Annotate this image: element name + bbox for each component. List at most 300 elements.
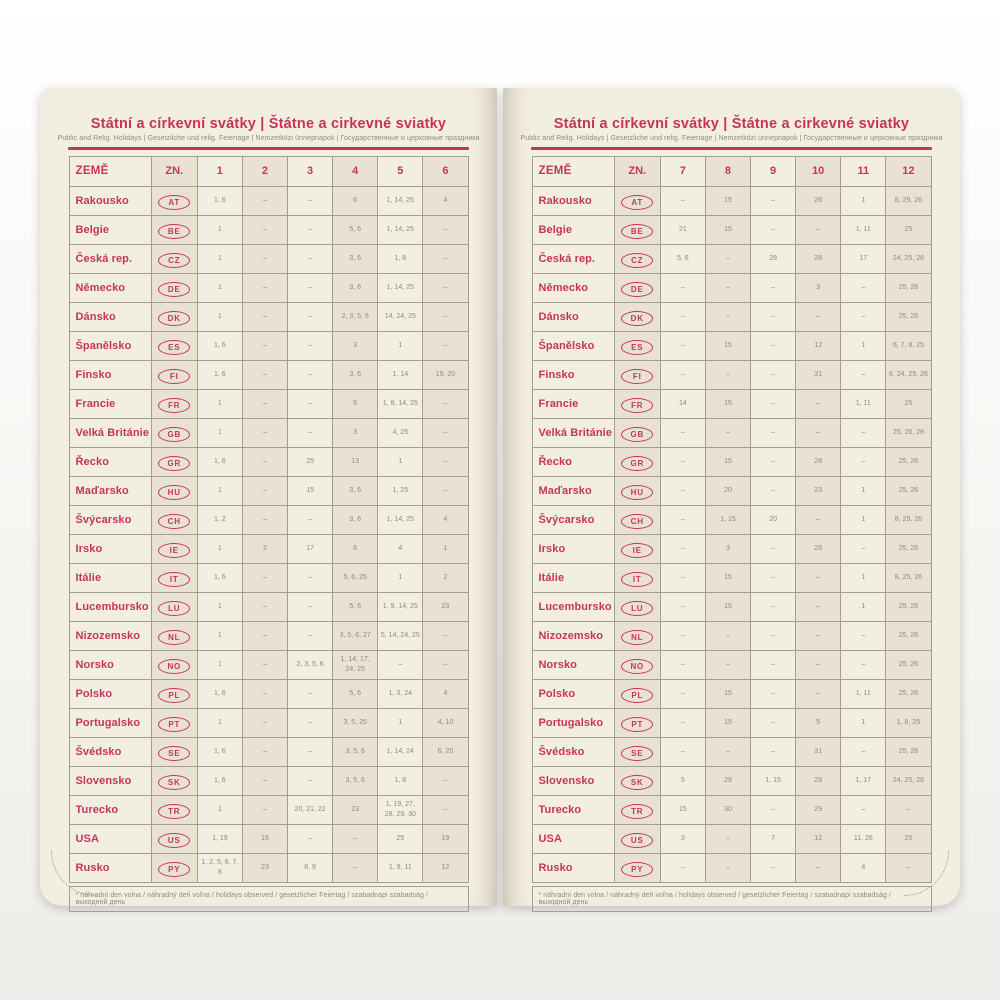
country-name-cell: USA bbox=[532, 824, 614, 853]
holiday-days-cell: – bbox=[288, 186, 333, 215]
holiday-days-cell: 25 bbox=[886, 389, 931, 418]
country-name-cell: Nizozemsko bbox=[69, 621, 151, 650]
holiday-days-cell: 25 bbox=[378, 824, 423, 853]
holiday-days-cell: 20 bbox=[705, 476, 750, 505]
holiday-days-cell: – bbox=[751, 534, 796, 563]
holiday-days-cell: – bbox=[288, 331, 333, 360]
holiday-days-cell: 1, 11 bbox=[841, 215, 886, 244]
holiday-days-cell: – bbox=[242, 737, 287, 766]
holiday-days-cell: – bbox=[841, 302, 886, 331]
holiday-days-cell: – bbox=[796, 505, 841, 534]
holiday-days-cell: – bbox=[751, 476, 796, 505]
table-row bbox=[532, 505, 931, 534]
country-code-cell bbox=[151, 505, 197, 534]
column-header-country: ZEMĚ bbox=[69, 156, 151, 186]
holiday-days-cell: – bbox=[841, 418, 886, 447]
holiday-days-cell: 8, 25, 26 bbox=[886, 505, 931, 534]
table-row bbox=[69, 534, 468, 563]
holiday-days-cell: – bbox=[242, 447, 287, 476]
table-row bbox=[69, 186, 468, 215]
country-code-cell bbox=[151, 766, 197, 795]
holiday-days-cell: 15 bbox=[288, 476, 333, 505]
page-left bbox=[40, 88, 497, 906]
holiday-days-cell: – bbox=[288, 737, 333, 766]
country-name-cell: Slovensko bbox=[532, 766, 614, 795]
holiday-days-cell: – bbox=[242, 244, 287, 273]
country-code-cell bbox=[151, 273, 197, 302]
holiday-days-cell: 4 bbox=[423, 186, 468, 215]
holiday-days-cell: – bbox=[660, 708, 705, 737]
holiday-days-cell: – bbox=[796, 650, 841, 679]
country-name-cell: Irsko bbox=[69, 534, 151, 563]
holiday-days-cell: 13 bbox=[333, 447, 378, 476]
holiday-days-cell: 25, 26 bbox=[886, 273, 931, 302]
holiday-days-cell: – bbox=[841, 273, 886, 302]
country-code-badge: CH bbox=[621, 514, 653, 529]
holiday-days-cell: 15 bbox=[705, 592, 750, 621]
holiday-days-cell: 12 bbox=[423, 853, 468, 882]
holiday-days-cell: 1, 15 bbox=[751, 766, 796, 795]
holiday-days-cell: – bbox=[242, 389, 287, 418]
country-code-badge: GR bbox=[158, 456, 190, 471]
holiday-days-cell: 4, 10 bbox=[423, 708, 468, 737]
holiday-days-cell: – bbox=[751, 302, 796, 331]
country-code-cell bbox=[151, 418, 197, 447]
holiday-days-cell: – bbox=[242, 505, 287, 534]
country-code-badge: SE bbox=[621, 746, 653, 761]
holiday-days-cell: 1 bbox=[197, 215, 242, 244]
country-name-cell: Rusko bbox=[69, 853, 151, 882]
holiday-days-cell: – bbox=[423, 331, 468, 360]
country-code-badge: DE bbox=[621, 282, 653, 297]
country-name-cell: USA bbox=[69, 824, 151, 853]
holiday-days-cell: 1 bbox=[197, 708, 242, 737]
holiday-days-cell: 6 bbox=[333, 534, 378, 563]
column-header-code: ZN. bbox=[614, 156, 660, 186]
holiday-days-cell: – bbox=[660, 302, 705, 331]
holiday-days-cell: 1, 6 bbox=[197, 186, 242, 215]
country-code-cell bbox=[614, 737, 660, 766]
country-code-cell bbox=[151, 621, 197, 650]
holiday-days-cell: 19, 20 bbox=[423, 360, 468, 389]
country-name-cell: Španělsko bbox=[532, 331, 614, 360]
country-name-cell: Maďarsko bbox=[532, 476, 614, 505]
table-row bbox=[532, 389, 931, 418]
country-name-cell: Švédsko bbox=[532, 737, 614, 766]
country-name-cell: Itálie bbox=[69, 563, 151, 592]
holiday-days-cell: 1 bbox=[841, 708, 886, 737]
holiday-days-cell: – bbox=[796, 563, 841, 592]
country-name-cell: Slovensko bbox=[69, 766, 151, 795]
country-name-cell: Německo bbox=[532, 273, 614, 302]
table-row bbox=[69, 853, 468, 882]
country-code-badge: AT bbox=[621, 195, 653, 210]
country-code-cell bbox=[614, 708, 660, 737]
table-row bbox=[69, 795, 468, 824]
country-code-cell bbox=[151, 389, 197, 418]
country-name-cell: Turecko bbox=[69, 795, 151, 824]
column-header-month: 5 bbox=[378, 156, 423, 186]
holiday-days-cell: 3 bbox=[660, 824, 705, 853]
holiday-days-cell: – bbox=[242, 331, 287, 360]
holiday-days-cell: 21 bbox=[660, 215, 705, 244]
holiday-days-cell: 5, 6 bbox=[333, 592, 378, 621]
country-name-cell: Rakousko bbox=[69, 186, 151, 215]
holiday-days-cell: 25, 26 bbox=[886, 621, 931, 650]
holiday-days-cell: 1, 8, 25 bbox=[886, 708, 931, 737]
table-row bbox=[532, 418, 931, 447]
holiday-days-cell: 11, 26 bbox=[841, 824, 886, 853]
country-code-cell bbox=[614, 650, 660, 679]
holiday-days-cell: 15 bbox=[705, 563, 750, 592]
holiday-days-cell: 15 bbox=[705, 186, 750, 215]
country-code-cell bbox=[151, 737, 197, 766]
country-code-cell bbox=[614, 795, 660, 824]
country-code-badge: FI bbox=[158, 369, 190, 384]
holiday-days-cell: – bbox=[796, 215, 841, 244]
holiday-days-cell: – bbox=[751, 563, 796, 592]
holiday-days-cell: 25 bbox=[886, 215, 931, 244]
column-header-month: 2 bbox=[242, 156, 287, 186]
table-row bbox=[532, 447, 931, 476]
holiday-days-cell: – bbox=[423, 766, 468, 795]
country-code-badge: NL bbox=[158, 630, 190, 645]
table-row bbox=[532, 766, 931, 795]
holiday-days-cell: 1, 3, 24 bbox=[378, 679, 423, 708]
holiday-days-cell: 7 bbox=[751, 824, 796, 853]
column-header-month: 6 bbox=[423, 156, 468, 186]
holiday-days-cell: 3, 6 bbox=[333, 360, 378, 389]
country-code-cell bbox=[151, 592, 197, 621]
holiday-days-cell: 1, 9, 14, 25 bbox=[378, 592, 423, 621]
country-code-cell bbox=[151, 853, 197, 882]
country-name-cell: Itálie bbox=[532, 563, 614, 592]
country-code-badge: PT bbox=[158, 717, 190, 732]
holiday-days-cell: 1, 25 bbox=[378, 476, 423, 505]
holiday-days-cell: 20, 21, 22 bbox=[288, 795, 333, 824]
holiday-days-cell: – bbox=[841, 795, 886, 824]
holiday-days-cell: 8, 25, 26 bbox=[886, 563, 931, 592]
holiday-days-cell: 1, 14, 24 bbox=[378, 737, 423, 766]
holiday-days-cell: – bbox=[751, 853, 796, 882]
holiday-days-cell: 1, 6 bbox=[197, 766, 242, 795]
country-code-cell bbox=[614, 766, 660, 795]
holiday-days-cell: 25 bbox=[288, 447, 333, 476]
country-name-cell: Finsko bbox=[69, 360, 151, 389]
page-title: Státní a církevní svátky | Štátne a cirkevné sviatky bbox=[553, 116, 910, 132]
country-code-cell bbox=[151, 331, 197, 360]
country-code-badge: DK bbox=[158, 311, 190, 326]
country-code-cell bbox=[614, 476, 660, 505]
holiday-days-cell: – bbox=[242, 273, 287, 302]
country-name-cell: Česká rep. bbox=[532, 244, 614, 273]
table-row bbox=[69, 302, 468, 331]
holiday-days-cell: 4 bbox=[841, 853, 886, 882]
holiday-days-cell: 25, 26 bbox=[886, 302, 931, 331]
holiday-days-cell: 1, 17 bbox=[841, 766, 886, 795]
table-row bbox=[69, 650, 468, 679]
holiday-days-cell: 1 bbox=[197, 592, 242, 621]
holiday-days-cell: – bbox=[796, 592, 841, 621]
country-name-cell: Portugalsko bbox=[69, 708, 151, 737]
table-header-row bbox=[69, 156, 468, 186]
country-code-cell bbox=[151, 186, 197, 215]
holiday-days-cell: 3 bbox=[705, 534, 750, 563]
holiday-days-cell: – bbox=[751, 737, 796, 766]
table-row bbox=[532, 302, 931, 331]
column-header-month: 3 bbox=[288, 156, 333, 186]
holiday-days-cell: 1 bbox=[841, 331, 886, 360]
country-code-cell bbox=[151, 650, 197, 679]
holiday-days-cell: – bbox=[886, 853, 931, 882]
holiday-days-cell: 2, 3, 5, 6 bbox=[288, 650, 333, 679]
holiday-days-cell: 1, 14, 25 bbox=[378, 186, 423, 215]
table-row bbox=[532, 679, 931, 708]
holiday-days-cell: 4, 25 bbox=[378, 418, 423, 447]
country-name-cell: Velká Británie bbox=[532, 418, 614, 447]
holiday-days-cell: 1 bbox=[197, 650, 242, 679]
country-code-cell bbox=[614, 215, 660, 244]
country-code-cell bbox=[614, 244, 660, 273]
country-name-cell: Česká rep. bbox=[69, 244, 151, 273]
table-row bbox=[532, 708, 931, 737]
holiday-days-cell: 1 bbox=[378, 708, 423, 737]
holiday-days-cell: 23 bbox=[796, 476, 841, 505]
column-header-month: 8 bbox=[705, 156, 750, 186]
holiday-days-cell: 25, 26 bbox=[886, 534, 931, 563]
holiday-days-cell: 15 bbox=[705, 331, 750, 360]
table-row bbox=[69, 389, 468, 418]
holiday-days-cell: 1 bbox=[197, 389, 242, 418]
holiday-days-cell: 23 bbox=[242, 853, 287, 882]
holiday-days-cell: 1, 8 bbox=[378, 244, 423, 273]
table-row bbox=[69, 447, 468, 476]
country-name-cell: Rusko bbox=[532, 853, 614, 882]
table-row bbox=[69, 737, 468, 766]
holiday-days-cell: – bbox=[288, 360, 333, 389]
table-row bbox=[69, 418, 468, 447]
holiday-days-cell: – bbox=[660, 476, 705, 505]
country-name-cell: Švýcarsko bbox=[532, 505, 614, 534]
holiday-days-cell: 1 bbox=[197, 302, 242, 331]
holiday-days-cell: 5, 6 bbox=[333, 215, 378, 244]
country-name-cell: Rakousko bbox=[532, 186, 614, 215]
holiday-days-cell: 3, 6 bbox=[333, 273, 378, 302]
holiday-days-cell: – bbox=[242, 621, 287, 650]
holiday-days-cell: – bbox=[242, 476, 287, 505]
holiday-days-cell: 1 bbox=[197, 418, 242, 447]
country-code-cell bbox=[614, 824, 660, 853]
holiday-days-cell: 25, 26 bbox=[886, 737, 931, 766]
country-code-cell bbox=[614, 534, 660, 563]
holiday-days-cell: – bbox=[796, 853, 841, 882]
country-code-badge: HU bbox=[158, 485, 190, 500]
country-code-cell bbox=[151, 244, 197, 273]
table-row bbox=[532, 215, 931, 244]
holiday-days-cell: – bbox=[288, 244, 333, 273]
holiday-days-cell: 23 bbox=[333, 795, 378, 824]
holiday-days-cell: 15 bbox=[705, 447, 750, 476]
holiday-days-cell: 12 bbox=[796, 824, 841, 853]
country-code-badge: ES bbox=[158, 340, 190, 355]
holiday-days-cell: – bbox=[423, 389, 468, 418]
table-row bbox=[532, 273, 931, 302]
country-code-cell bbox=[614, 679, 660, 708]
holiday-days-cell: – bbox=[378, 650, 423, 679]
holiday-days-cell: – bbox=[705, 302, 750, 331]
holiday-days-cell: – bbox=[288, 273, 333, 302]
holiday-days-cell: 1, 6 bbox=[197, 360, 242, 389]
country-code-badge: ES bbox=[621, 340, 653, 355]
country-name-cell: Maďarsko bbox=[69, 476, 151, 505]
holiday-days-cell: 15 bbox=[705, 389, 750, 418]
country-name-cell: Švédsko bbox=[69, 737, 151, 766]
holiday-days-cell: – bbox=[796, 621, 841, 650]
country-code-cell bbox=[151, 215, 197, 244]
holiday-days-cell: 3 bbox=[796, 273, 841, 302]
holiday-days-cell: – bbox=[841, 621, 886, 650]
holiday-days-cell: – bbox=[705, 360, 750, 389]
country-code-cell bbox=[614, 853, 660, 882]
table-row bbox=[69, 215, 468, 244]
country-code-cell bbox=[151, 302, 197, 331]
holiday-days-cell: – bbox=[423, 418, 468, 447]
holiday-days-cell: 25 bbox=[886, 824, 931, 853]
holiday-days-cell: – bbox=[288, 302, 333, 331]
country-code-badge: PT bbox=[621, 717, 653, 732]
country-code-badge: FR bbox=[621, 398, 653, 413]
country-name-cell: Turecko bbox=[532, 795, 614, 824]
holiday-days-cell: 1, 11 bbox=[841, 389, 886, 418]
country-code-badge: FR bbox=[158, 398, 190, 413]
holiday-days-cell: – bbox=[796, 679, 841, 708]
holiday-days-cell: – bbox=[751, 708, 796, 737]
holiday-days-cell: 28 bbox=[751, 244, 796, 273]
holiday-days-cell: 3, 6 bbox=[333, 505, 378, 534]
holiday-days-cell: – bbox=[242, 679, 287, 708]
holiday-days-cell: – bbox=[841, 650, 886, 679]
holiday-days-cell: 1, 6 bbox=[197, 679, 242, 708]
holiday-days-cell: – bbox=[660, 737, 705, 766]
footnote: * náhradní den volna / náhradný deň voľna / holidays observed / gesetzlicher Feiertag / szabadnapi szabadság / выходной день bbox=[532, 886, 932, 912]
holiday-days-cell: 29 bbox=[796, 795, 841, 824]
country-name-cell: Lucembursko bbox=[69, 592, 151, 621]
country-code-cell bbox=[614, 302, 660, 331]
table-row bbox=[532, 360, 931, 389]
holiday-days-cell: – bbox=[841, 737, 886, 766]
holiday-days-cell: 28 bbox=[796, 244, 841, 273]
holiday-days-cell: 1 bbox=[841, 505, 886, 534]
holiday-days-cell: 1, 11 bbox=[841, 679, 886, 708]
holiday-days-cell: – bbox=[751, 389, 796, 418]
holiday-days-cell: – bbox=[288, 418, 333, 447]
holiday-days-cell: 5 bbox=[796, 708, 841, 737]
country-code-badge: BE bbox=[158, 224, 190, 239]
country-code-cell bbox=[614, 273, 660, 302]
holiday-days-cell: 28 bbox=[796, 447, 841, 476]
holiday-days-cell: 1 bbox=[197, 795, 242, 824]
holiday-days-cell: – bbox=[705, 418, 750, 447]
holiday-days-cell: 1, 14, 25 bbox=[378, 505, 423, 534]
country-name-cell: Nizozemsko bbox=[532, 621, 614, 650]
country-code-badge: IT bbox=[621, 572, 653, 587]
holiday-days-cell: 8, 25, 26 bbox=[886, 186, 931, 215]
country-code-badge: BE bbox=[621, 224, 653, 239]
holiday-days-cell: – bbox=[423, 795, 468, 824]
table-row bbox=[532, 650, 931, 679]
holiday-days-cell: 15 bbox=[705, 679, 750, 708]
holiday-days-cell: 1, 15 bbox=[705, 505, 750, 534]
holiday-days-cell: 1, 19, 27, 28, 29, 30 bbox=[378, 795, 423, 824]
holiday-days-cell: 1 bbox=[197, 476, 242, 505]
holiday-days-cell: 1, 19 bbox=[197, 824, 242, 853]
country-code-cell bbox=[151, 476, 197, 505]
holiday-days-cell: 2, 3, 5, 6 bbox=[333, 302, 378, 331]
country-name-cell: Francie bbox=[69, 389, 151, 418]
holiday-days-cell: 15 bbox=[705, 215, 750, 244]
holiday-days-cell: 24, 25, 26 bbox=[886, 766, 931, 795]
holiday-days-cell: 25, 26 bbox=[886, 592, 931, 621]
holiday-days-cell: 8, 9 bbox=[288, 853, 333, 882]
page-title: Státní a církevní svátky | Štátne a cirkevné sviatky bbox=[90, 116, 447, 132]
holiday-days-cell: – bbox=[841, 360, 886, 389]
holiday-days-cell: 5, 6, 25 bbox=[333, 563, 378, 592]
country-name-cell: Španělsko bbox=[69, 331, 151, 360]
column-header-country: ZEMĚ bbox=[532, 156, 614, 186]
holiday-days-cell: – bbox=[333, 853, 378, 882]
holiday-days-cell: – bbox=[660, 621, 705, 650]
country-name-cell: Irsko bbox=[532, 534, 614, 563]
country-name-cell: Belgie bbox=[69, 215, 151, 244]
country-code-badge: AT bbox=[158, 195, 190, 210]
country-name-cell: Švýcarsko bbox=[69, 505, 151, 534]
holiday-days-cell: – bbox=[242, 708, 287, 737]
country-code-cell bbox=[151, 360, 197, 389]
table-row bbox=[69, 244, 468, 273]
holiday-days-cell: – bbox=[423, 302, 468, 331]
holiday-days-cell: – bbox=[288, 563, 333, 592]
table-row bbox=[532, 331, 931, 360]
holiday-days-cell: 3, 5, 6 bbox=[333, 766, 378, 795]
country-name-cell: Německo bbox=[69, 273, 151, 302]
country-name-cell: Velká Británie bbox=[69, 418, 151, 447]
country-code-badge: HU bbox=[621, 485, 653, 500]
holiday-days-cell: 17 bbox=[288, 534, 333, 563]
holiday-days-cell: 31 bbox=[796, 737, 841, 766]
holiday-days-cell: 3, 5, 25 bbox=[333, 708, 378, 737]
column-header-month: 1 bbox=[197, 156, 242, 186]
country-name-cell: Polsko bbox=[532, 679, 614, 708]
country-name-cell: Polsko bbox=[69, 679, 151, 708]
country-code-badge: IE bbox=[158, 543, 190, 558]
table-header-row bbox=[532, 156, 931, 186]
holiday-days-cell: 1, 14 bbox=[378, 360, 423, 389]
country-code-cell bbox=[151, 824, 197, 853]
holiday-days-cell: 1 bbox=[841, 476, 886, 505]
holiday-days-cell: – bbox=[751, 418, 796, 447]
holiday-days-cell: – bbox=[288, 679, 333, 708]
holiday-days-cell: – bbox=[751, 592, 796, 621]
table-row bbox=[532, 563, 931, 592]
table-row bbox=[532, 244, 931, 273]
holiday-days-cell: – bbox=[660, 360, 705, 389]
holiday-days-cell: – bbox=[288, 621, 333, 650]
table-row bbox=[69, 679, 468, 708]
holiday-days-cell: – bbox=[660, 592, 705, 621]
holiday-days-cell: 31 bbox=[796, 360, 841, 389]
holiday-days-cell: 17 bbox=[841, 244, 886, 273]
holiday-days-cell: 5, 14, 24, 25 bbox=[378, 621, 423, 650]
